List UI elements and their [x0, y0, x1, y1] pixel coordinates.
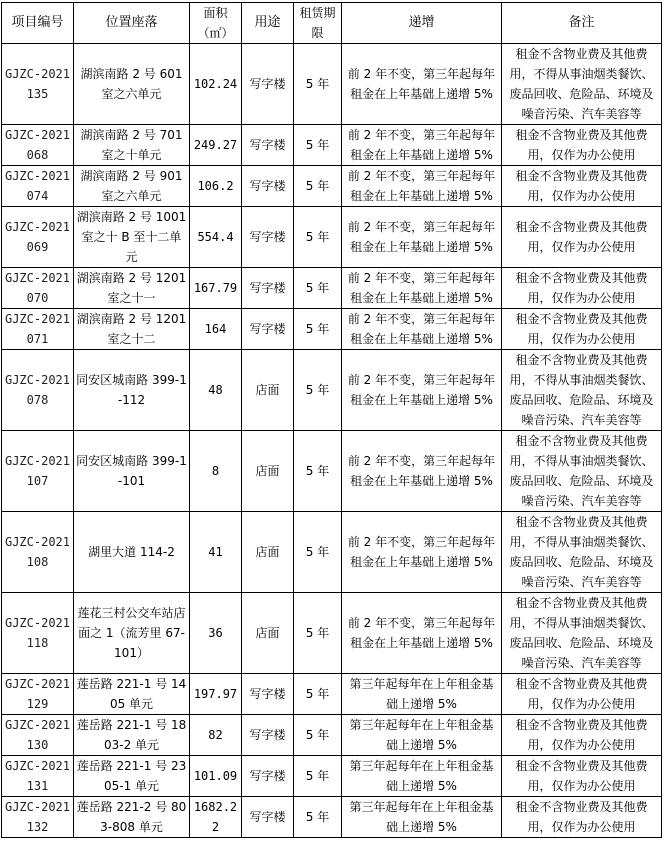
table-row	[2, 674, 662, 715]
term-cell: 5 年	[294, 268, 342, 309]
project-code: GJZC-2021107	[2, 431, 74, 512]
use-cell: 店面	[242, 593, 294, 674]
location-cell: 湖滨南路 2 号 1201 室之十二	[74, 309, 190, 350]
area-cell: 197.97	[190, 674, 242, 715]
table-row	[2, 431, 662, 512]
header-code: 项目编号	[2, 3, 74, 44]
term-cell: 5 年	[294, 431, 342, 512]
table-row	[2, 512, 662, 593]
increment-cell: 第三年起每年在上年租金基础上递增 5%	[342, 715, 502, 756]
location-cell: 湖滨南路 2 号 1001 室之十 B 至十二单元	[74, 207, 190, 268]
area-cell: 167.79	[190, 268, 242, 309]
project-code: GJZC-2021068	[2, 125, 74, 166]
table-row	[2, 166, 662, 207]
remark-cell: 租金不含物业费及其他费用，不得从事油烟类餐饮、废品回收、危险品、环境及噪音污染、汽车美容等	[502, 44, 662, 125]
remark-cell: 租金不含物业费及其他费用，仅作为办公使用	[502, 166, 662, 207]
increment-cell: 第三年起每年在上年租金基础上递增 5%	[342, 756, 502, 797]
use-cell: 写字楼	[242, 166, 294, 207]
area-cell: 82	[190, 715, 242, 756]
remark-cell: 租金不含物业费及其他费用，不得从事油烟类餐饮、废品回收、危险品、环境及噪音污染、汽车美容等	[502, 593, 662, 674]
table-row	[2, 797, 662, 838]
area-cell: 164	[190, 309, 242, 350]
use-cell: 写字楼	[242, 309, 294, 350]
project-code: GJZC-2021071	[2, 309, 74, 350]
project-code: GJZC-2021118	[2, 593, 74, 674]
remark-cell: 租金不含物业费及其他费用，仅作为办公使用	[502, 125, 662, 166]
term-cell: 5 年	[294, 756, 342, 797]
project-code: GJZC-2021070	[2, 268, 74, 309]
table-row	[2, 309, 662, 350]
location-cell: 湖滨南路 2 号 901 室之六单元	[74, 166, 190, 207]
increment-cell: 前 2 年不变，第三年起每年租金在上年基础上递增 5%	[342, 350, 502, 431]
header-term: 租赁期限	[294, 3, 342, 44]
area-cell: 41	[190, 512, 242, 593]
area-cell: 36	[190, 593, 242, 674]
project-code: GJZC-2021132	[2, 797, 74, 838]
location-cell: 莲岳路 221-1 号 1405 单元	[74, 674, 190, 715]
use-cell: 写字楼	[242, 756, 294, 797]
location-cell: 同安区城南路 399-1-112	[74, 350, 190, 431]
increment-cell: 前 2 年不变，第三年起每年租金在上年基础上递增 5%	[342, 431, 502, 512]
remark-cell: 租金不含物业费及其他费用，仅作为办公使用	[502, 268, 662, 309]
increment-cell: 第三年起每年在上年租金基础上递增 5%	[342, 797, 502, 838]
term-cell: 5 年	[294, 593, 342, 674]
use-cell: 写字楼	[242, 715, 294, 756]
header-area: 面积（㎡）	[190, 3, 242, 44]
increment-cell: 前 2 年不变，第三年起每年租金在上年基础上递增 5%	[342, 166, 502, 207]
remark-cell: 租金不含物业费及其他费用，不得从事油烟类餐饮、废品回收、危险品、环境及噪音污染、汽车美容等	[502, 431, 662, 512]
use-cell: 写字楼	[242, 674, 294, 715]
term-cell: 5 年	[294, 125, 342, 166]
table-row	[2, 350, 662, 431]
term-cell: 5 年	[294, 674, 342, 715]
table-row	[2, 268, 662, 309]
area-cell: 554.4	[190, 207, 242, 268]
use-cell: 写字楼	[242, 207, 294, 268]
area-cell: 106.2	[190, 166, 242, 207]
term-cell: 5 年	[294, 715, 342, 756]
location-cell: 莲花三村公交车站店面之 1（流芳里 67-101）	[74, 593, 190, 674]
location-cell: 同安区城南路 399-1-101	[74, 431, 190, 512]
area-cell: 102.24	[190, 44, 242, 125]
increment-cell: 前 2 年不变，第三年起每年租金在上年基础上递增 5%	[342, 44, 502, 125]
project-code: GJZC-2021130	[2, 715, 74, 756]
remark-cell: 租金不含物业费及其他费用，不得从事油烟类餐饮、废品回收、危险品、环境及噪音污染、汽车美容等	[502, 512, 662, 593]
project-code: GJZC-2021078	[2, 350, 74, 431]
project-code: GJZC-2021108	[2, 512, 74, 593]
term-cell: 5 年	[294, 797, 342, 838]
location-cell: 湖里大道 114-2	[74, 512, 190, 593]
header-increment: 递增	[342, 3, 502, 44]
increment-cell: 前 2 年不变，第三年起每年租金在上年基础上递增 5%	[342, 268, 502, 309]
area-cell: 48	[190, 350, 242, 431]
use-cell: 写字楼	[242, 44, 294, 125]
table-row	[2, 44, 662, 125]
area-cell: 8	[190, 431, 242, 512]
use-cell: 写字楼	[242, 268, 294, 309]
area-cell: 101.09	[190, 756, 242, 797]
remark-cell: 租金不含物业费及其他费用，仅作为办公使用	[502, 756, 662, 797]
use-cell: 店面	[242, 512, 294, 593]
term-cell: 5 年	[294, 512, 342, 593]
increment-cell: 前 2 年不变，第三年起每年租金在上年基础上递增 5%	[342, 125, 502, 166]
term-cell: 5 年	[294, 350, 342, 431]
header-remark: 备注	[502, 3, 662, 44]
remark-cell: 租金不含物业费及其他费用，仅作为办公使用	[502, 309, 662, 350]
remark-cell: 租金不含物业费及其他费用，仅作为办公使用	[502, 207, 662, 268]
project-code: GJZC-2021131	[2, 756, 74, 797]
table-header-row	[2, 3, 662, 44]
use-cell: 店面	[242, 431, 294, 512]
lease-table	[1, 2, 662, 838]
table-row	[2, 593, 662, 674]
header-location: 位置座落	[74, 3, 190, 44]
term-cell: 5 年	[294, 166, 342, 207]
location-cell: 莲岳路 221-1 号 1803-2 单元	[74, 715, 190, 756]
use-cell: 店面	[242, 350, 294, 431]
increment-cell: 前 2 年不变，第三年起每年租金在上年基础上递增 5%	[342, 593, 502, 674]
table-row	[2, 715, 662, 756]
table-row	[2, 207, 662, 268]
term-cell: 5 年	[294, 44, 342, 125]
term-cell: 5 年	[294, 309, 342, 350]
area-cell: 249.27	[190, 125, 242, 166]
project-code: GJZC-2021069	[2, 207, 74, 268]
project-code: GJZC-2021135	[2, 44, 74, 125]
use-cell: 写字楼	[242, 797, 294, 838]
increment-cell: 前 2 年不变，第三年起每年租金在上年基础上递增 5%	[342, 207, 502, 268]
table-row	[2, 756, 662, 797]
table-row	[2, 125, 662, 166]
remark-cell: 租金不含物业费及其他费用，仅作为办公使用	[502, 674, 662, 715]
project-code: GJZC-2021074	[2, 166, 74, 207]
location-cell: 莲岳路 221-1 号 2305-1 单元	[74, 756, 190, 797]
remark-cell: 租金不含物业费及其他费用，仅作为办公使用	[502, 797, 662, 838]
remark-cell: 租金不含物业费及其他费用，仅作为办公使用	[502, 715, 662, 756]
increment-cell: 前 2 年不变，第三年起每年租金在上年基础上递增 5%	[342, 512, 502, 593]
project-code: GJZC-2021129	[2, 674, 74, 715]
location-cell: 湖滨南路 2 号 1201 室之十一	[74, 268, 190, 309]
increment-cell: 前 2 年不变，第三年起每年租金在上年基础上递增 5%	[342, 309, 502, 350]
location-cell: 湖滨南路 2 号 601 室之六单元	[74, 44, 190, 125]
remark-cell: 租金不含物业费及其他费用，不得从事油烟类餐饮、废品回收、危险品、环境及噪音污染、汽车美容等	[502, 350, 662, 431]
increment-cell: 第三年起每年在上年租金基础上递增 5%	[342, 674, 502, 715]
location-cell: 湖滨南路 2 号 701 室之十单元	[74, 125, 190, 166]
term-cell: 5 年	[294, 207, 342, 268]
location-cell: 莲岳路 221-2 号 803-808 单元	[74, 797, 190, 838]
use-cell: 写字楼	[242, 125, 294, 166]
area-cell: 1682.22	[190, 797, 242, 838]
header-use: 用途	[242, 3, 294, 44]
